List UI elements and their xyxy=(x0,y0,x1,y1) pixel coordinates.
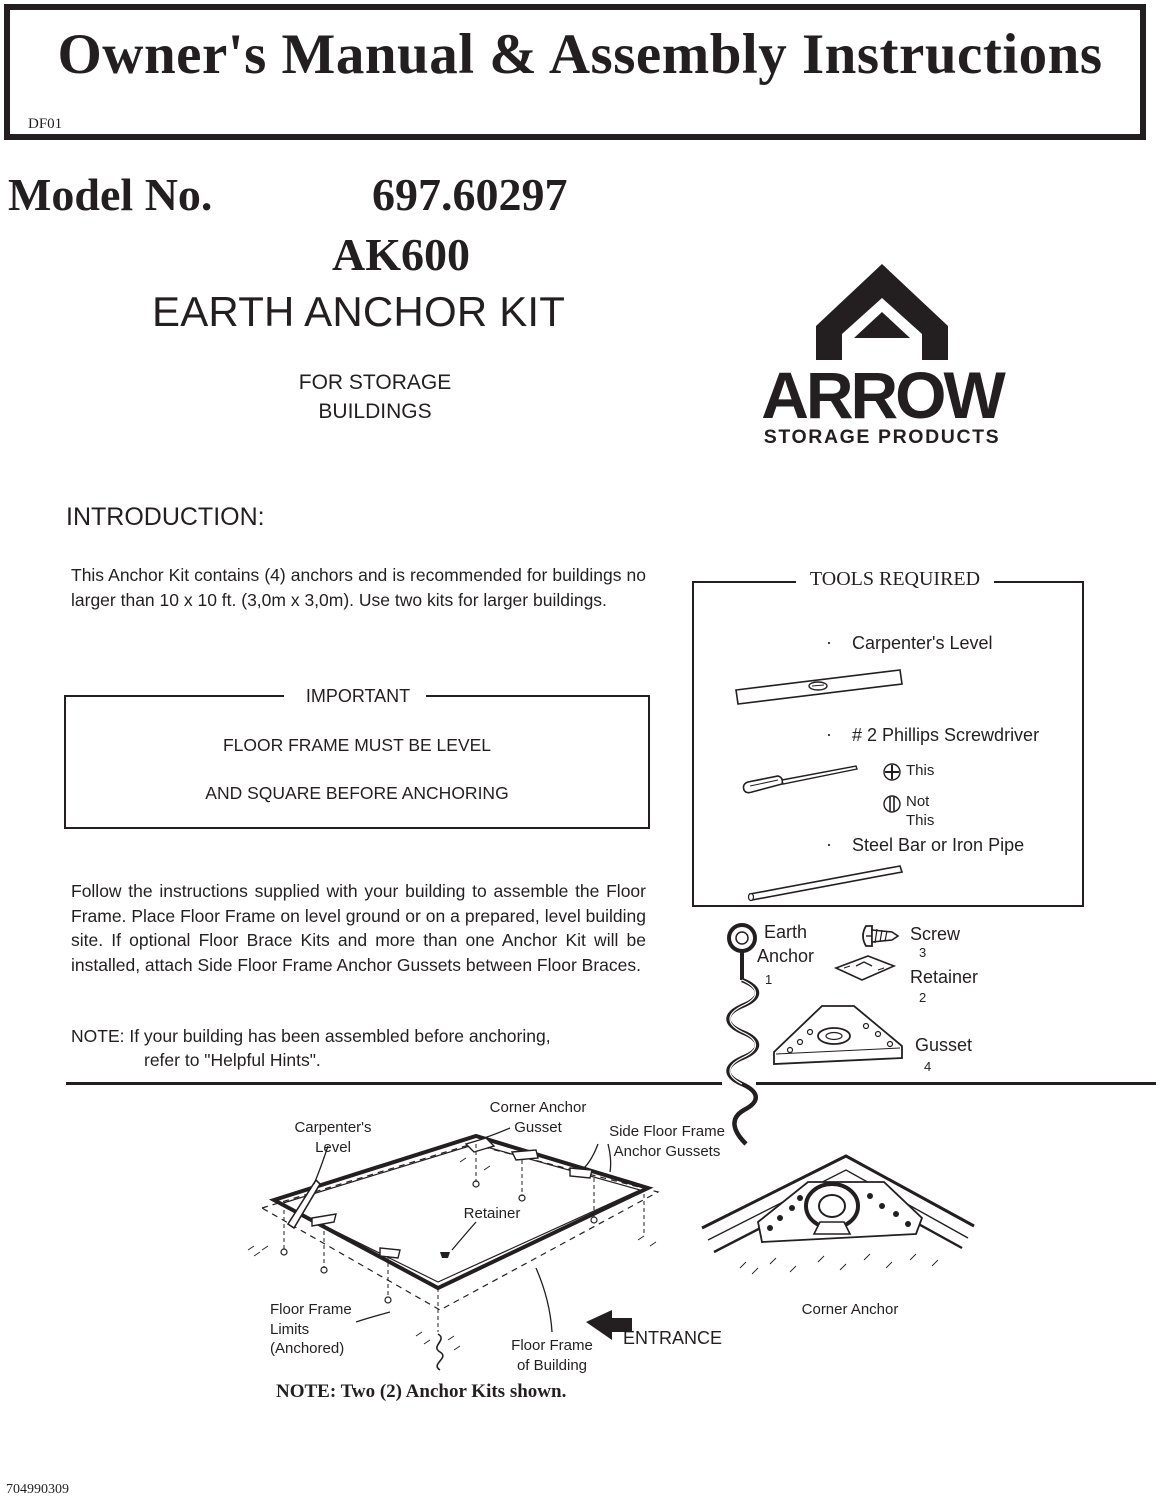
important-title: IMPORTANT xyxy=(305,686,411,706)
slotted-head-icon xyxy=(882,794,902,814)
retainer-label: Retainer xyxy=(910,967,979,987)
tools-box-top-left xyxy=(692,581,796,583)
gusset-icon xyxy=(770,1002,906,1070)
logo-brand: ARROW xyxy=(761,358,1003,432)
label-corner-anchor-gusset-1: Corner Anchor xyxy=(489,1099,587,1116)
section-divider-left xyxy=(66,1082,722,1085)
important-line-2: AND SQUARE BEFORE ANCHORING xyxy=(205,783,509,803)
introduction-text: This Anchor Kit contains (4) anchors and is recommended for buildings no larger than 10 x 10 ft. (3,0m x 3,0m). Use two kits for larger buildings. xyxy=(71,565,646,610)
earth-anchor-label-2: Anchor xyxy=(757,946,815,966)
label-floor-frame-limits xyxy=(270,1300,360,1359)
section-divider-right xyxy=(756,1082,1156,1085)
screwdriver-icon xyxy=(738,760,862,800)
label-corner-anchor: Corner Anchor xyxy=(801,1301,899,1318)
important-line-1: FLOOR FRAME MUST BE LEVEL xyxy=(222,735,492,755)
label-entrance: ENTRANCE xyxy=(623,1328,723,1348)
retainer-icon xyxy=(834,952,896,986)
label-side-gussets-1: Side Floor Frame xyxy=(609,1123,725,1140)
earth-anchor-number: 1 xyxy=(765,972,773,987)
label-floor-frame-building-2: of Building xyxy=(516,1356,588,1374)
product-subtitle-line1: FOR STORAGE xyxy=(298,371,452,394)
house-roof-icon xyxy=(816,264,948,360)
label-retainer: Retainer xyxy=(463,1205,521,1222)
product-subtitle-line2: BUILDINGS xyxy=(318,400,432,423)
tool-bullet: · xyxy=(826,834,832,854)
phillips-head-icon xyxy=(882,762,902,782)
model-number: 697.60297 xyxy=(372,169,568,220)
bottom-note: NOTE: Two (2) Anchor Kits shown. xyxy=(276,1381,567,1402)
tool-steel-bar: Steel Bar or Iron Pipe xyxy=(852,835,1025,855)
label-corner-anchor-gusset-2: Gusset xyxy=(514,1118,562,1136)
note-line-2: refer to "Helpful Hints". xyxy=(144,1050,321,1070)
footer-part-number: 704990309 xyxy=(6,1482,69,1497)
label-floor-frame-building xyxy=(502,1336,602,1375)
important-box-top-left xyxy=(64,695,284,697)
arrow-logo xyxy=(742,260,1022,460)
introduction-heading: INTRODUCTION: xyxy=(66,503,265,531)
important-box xyxy=(64,695,650,829)
note-line-1: NOTE: If your building has been assembled before anchoring, xyxy=(71,1026,551,1046)
retainer-number: 2 xyxy=(919,990,927,1005)
screw-label: Screw xyxy=(910,924,961,944)
product-name: EARTH ANCHOR KIT xyxy=(152,288,566,335)
tool-bullet: · xyxy=(826,632,832,652)
label-corner-anchor-gusset xyxy=(478,1098,598,1137)
earth-anchor-label-1: Earth xyxy=(764,922,808,942)
model-sub-number: AK600 xyxy=(332,229,470,280)
not-this-label: This xyxy=(906,812,935,829)
tools-box-top-right xyxy=(994,581,1084,583)
screw-number: 3 xyxy=(919,945,927,960)
important-box-top-right xyxy=(426,695,650,697)
product-subtitle xyxy=(230,368,520,426)
label-floor-frame-limits-1: Floor Frame xyxy=(270,1301,352,1318)
this-label: This xyxy=(906,762,935,779)
tool-carpenters-level: Carpenter's Level xyxy=(852,633,993,653)
corner-anchor-detail xyxy=(700,1152,980,1292)
tools-title: TOOLS REQUIRED xyxy=(809,568,981,590)
level-tool-icon xyxy=(732,664,908,710)
steel-bar-icon xyxy=(746,862,906,904)
logo-tagline: STORAGE PRODUCTS xyxy=(763,426,1001,448)
not-label: Not xyxy=(906,793,930,810)
manual-title: Owner's Manual & Assembly Instructions xyxy=(57,23,1103,86)
instructions-text: Follow the instructions supplied with your building to assemble the Floor Frame. Place Floor Frame on level ground or on a prepared, level building site. If optional Floor Brace Kits and more than one Anchor Kit will be installed, attach Side Floor Frame Anchor Gussets between Floor Braces. xyxy=(71,881,646,975)
gusset-number: 4 xyxy=(924,1059,932,1074)
label-carpenters-level xyxy=(280,1118,386,1157)
tool-phillips-screwdriver: # 2 Phillips Screwdriver xyxy=(852,725,1040,745)
label-carpenters-level-2: Level xyxy=(315,1138,351,1156)
tool-bullet: · xyxy=(826,724,832,744)
gusset-label: Gusset xyxy=(915,1035,973,1055)
label-carpenters-level-1: Carpenter's xyxy=(294,1119,372,1136)
label-floor-frame-building-1: Floor Frame xyxy=(511,1337,593,1354)
label-side-gussets-2: Anchor Gussets xyxy=(613,1142,721,1160)
document-code: DF01 xyxy=(28,116,63,132)
model-label: Model No. xyxy=(8,169,213,220)
label-floor-frame-limits-2: Limits xyxy=(270,1320,310,1338)
screw-icon xyxy=(862,922,900,950)
label-floor-frame-limits-3: (Anchored) xyxy=(270,1340,345,1357)
